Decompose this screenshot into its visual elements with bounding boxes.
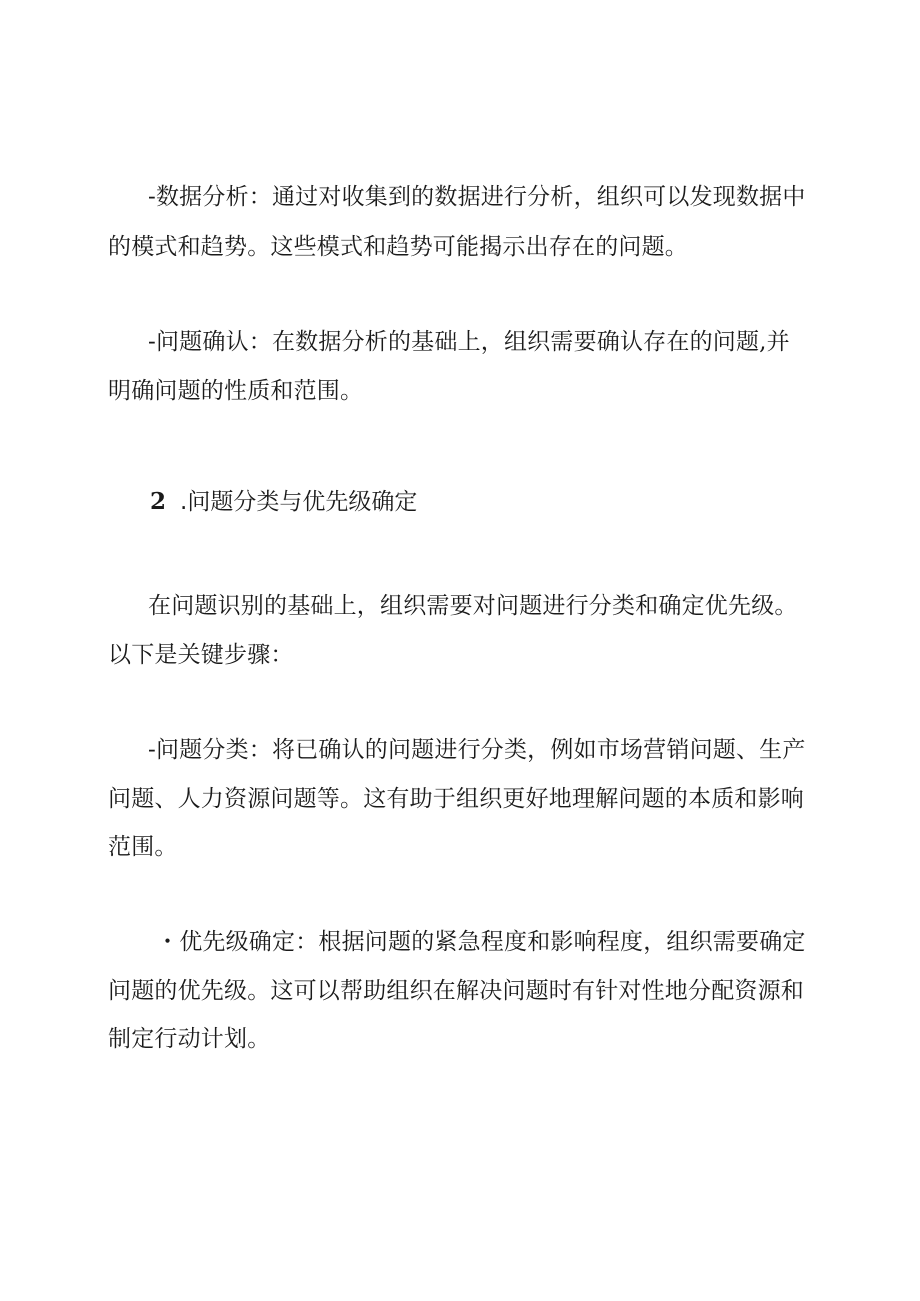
confirm-line-2: 明确问题的性质和范围。 xyxy=(108,378,364,404)
classify-line-3: 范围。 xyxy=(108,834,178,860)
intro-line-2: 以下是关键步骤： xyxy=(108,642,294,668)
confirm-line-1: -问题确认：在数据分析的基础上，组织需要确认存在的问题,并 xyxy=(148,329,790,355)
classify-line-2: 问题、人力资源问题等。这有助于组织更好地理解问题的本质和影响 xyxy=(108,786,804,812)
priority-line-3: 制定行动计划。 xyxy=(108,1026,271,1052)
section-heading xyxy=(150,487,417,517)
analysis-line-2: 的模式和趋势。这些模式和趋势可能揭示出存在的问题。 xyxy=(108,234,688,260)
intro-line-1: 在问题识别的基础上，组织需要对问题进行分类和确定优先级。 xyxy=(148,593,798,619)
section-number: 2 xyxy=(150,488,167,515)
section-title: .问题分类与优先级确定 xyxy=(180,489,418,515)
classify-line-1: -问题分类：将已确认的问题进行分类，例如市场营销问题、生产 xyxy=(148,737,806,763)
priority-line-1: ・优先级确定：根据问题的紧急程度和影响程度，组织需要确定 xyxy=(156,929,806,955)
priority-line-2: 问题的优先级。这可以帮助组织在解决问题时有针对性地分配资源和 xyxy=(108,978,804,1004)
analysis-line-1: -数据分析：通过对收集到的数据进行分析，组织可以发现数据中 xyxy=(148,184,806,210)
